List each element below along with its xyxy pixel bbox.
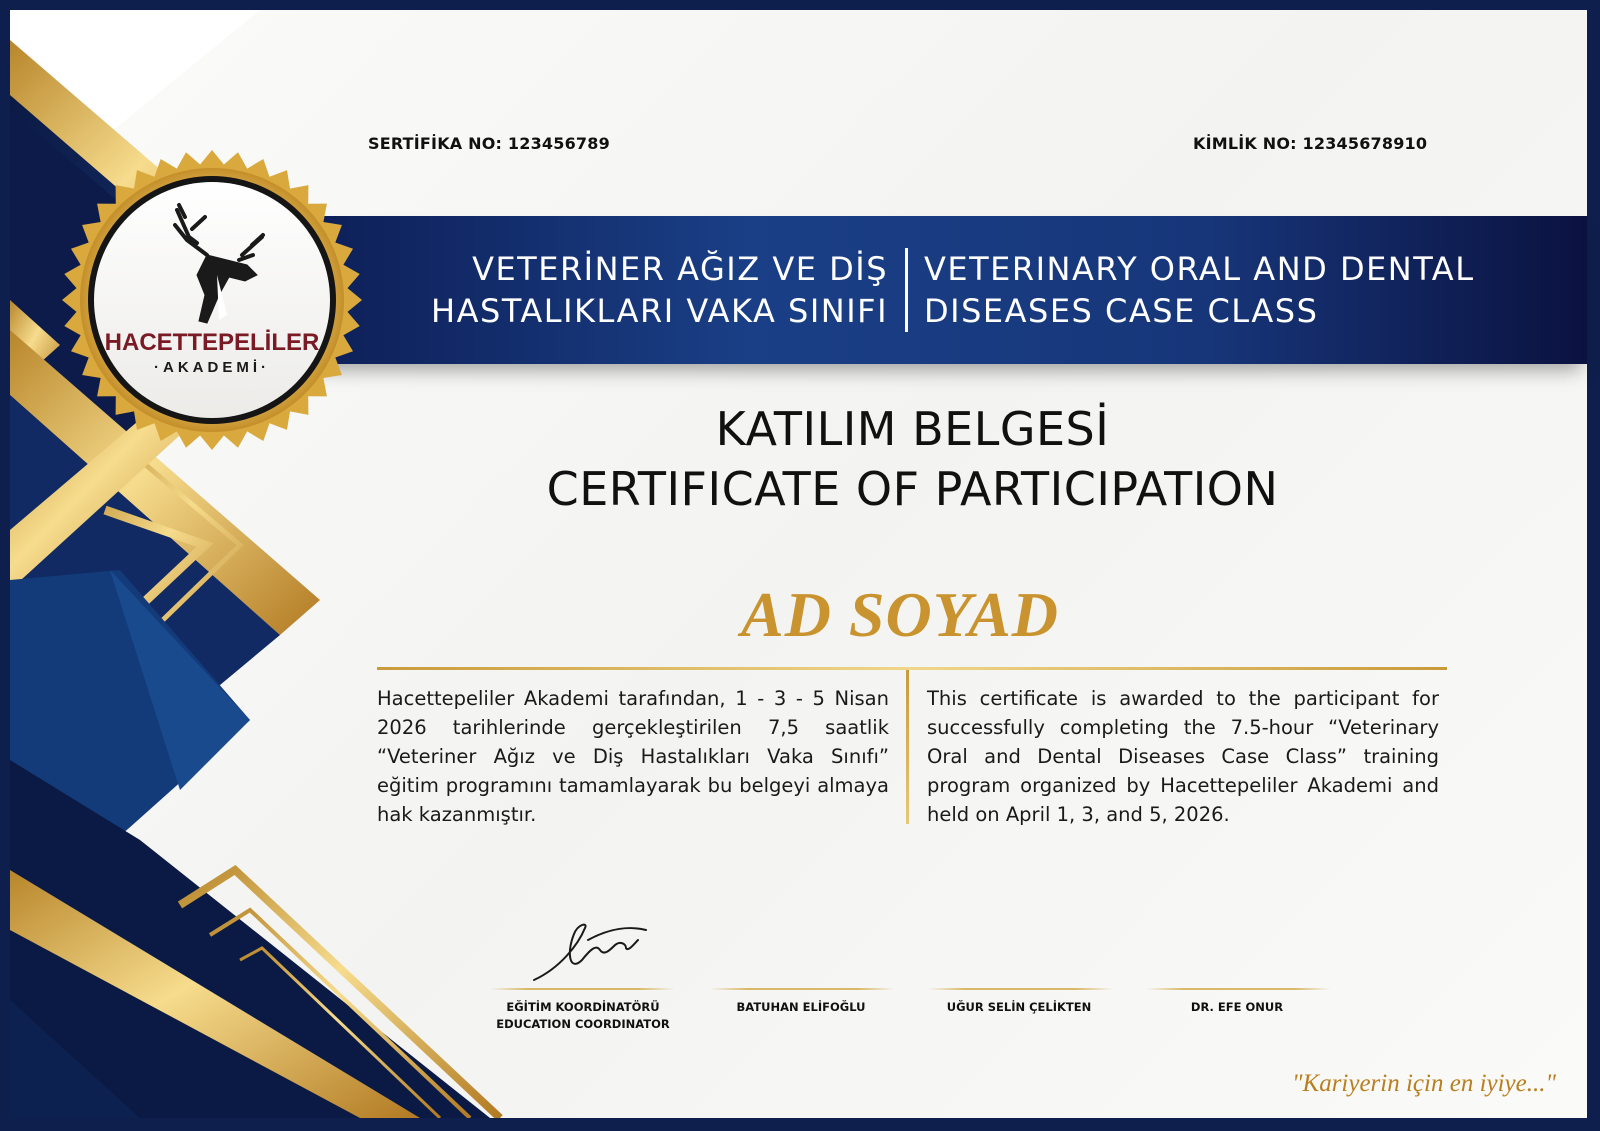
name-underline	[377, 667, 1447, 670]
signature-image	[530, 920, 650, 985]
heading-turkish: KATILIM BELGESİ	[715, 402, 1110, 456]
course-title-tr-line2: HASTALIKLARI VAKA SINIFI	[431, 292, 888, 330]
organization-seal	[57, 145, 367, 455]
signatory-1-title-en: EDUCATION COORDINATOR	[496, 1017, 670, 1031]
recipient-name: AD SOYAD	[741, 579, 1059, 650]
course-title-tr-line1: VETERİNER AĞIZ VE DİŞ	[472, 250, 888, 288]
signature-line-1	[490, 988, 675, 990]
body-text-english: This certificate is awarded to the participant for successfully completing the 7.5-hour “Veterinary Oral and Dental Diseases Case Class” training program organized by Hacettepeliler Akademi and held on April 1, 3, and 5, 2026.	[927, 687, 1439, 826]
heading-english: CERTIFICATE OF PARTICIPATION	[546, 462, 1279, 516]
signatory-4-name: DR. EFE ONUR	[1190, 1000, 1284, 1014]
signature-line-4	[1146, 988, 1331, 990]
body-text-turkish: Hacettepeliler Akademi tarafından, 1 - 3 - 5 Nisan 2026 tarihlerinde gerçekleştirilen 7,5 saatlik “Veteriner Ağız ve Diş Hastalıkları Vaka Sınıfı” eğitim programını tamamlayarak bu belgeyi almaya hak kazanmıştır.	[377, 687, 889, 826]
signature-line-2	[710, 988, 895, 990]
course-title-en-line2: DISEASES CASE CLASS	[924, 292, 1319, 330]
banner-divider	[905, 248, 908, 332]
course-title-en-line1: VETERINARY ORAL AND DENTAL	[924, 250, 1475, 288]
course-title-english	[924, 248, 1475, 332]
signature-line-3	[928, 988, 1113, 990]
seal-org-subtitle: ·AKADEMİ·	[154, 359, 270, 376]
signatory-1-title-tr: EĞİTİM KOORDİNATÖRÜ	[506, 1000, 660, 1014]
identity-number: KİMLİK NO: 12345678910	[1193, 134, 1428, 153]
certificate-number: SERTİFİKA NO: 123456789	[368, 134, 610, 153]
seal-org-name: HACETTEPELİLER	[104, 329, 320, 356]
signatory-2-name: BATUHAN ELİFOĞLU	[736, 1000, 866, 1014]
body-divider	[906, 670, 909, 824]
signatory-3-name: UĞUR SELİN ÇELİKTEN	[946, 1000, 1092, 1014]
signatory-1	[473, 999, 693, 1033]
course-title-turkish	[431, 248, 888, 332]
slogan: "Kariyerin için en iyiye..."	[1292, 1070, 1556, 1097]
